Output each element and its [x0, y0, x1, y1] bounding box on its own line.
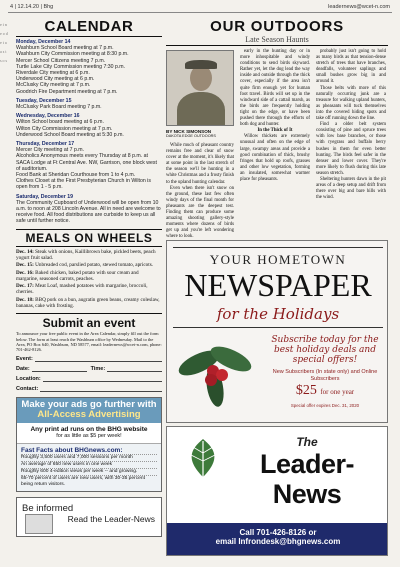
submit-title: Submit an event — [16, 313, 162, 330]
meals-title: MEALS ON WHEELS — [16, 229, 162, 247]
calendar-line: Turtle Lake City Commission meeting 7:30 p.m. — [16, 63, 126, 70]
be-informed-ad — [16, 497, 162, 537]
all-access-ad — [16, 397, 162, 492]
location-label: Location: — [16, 376, 41, 383]
ad-divider — [173, 247, 383, 248]
submit-note: To announce your free public event in the Area Calendar, simply fill out the form below. The form at least reach the Washburn office by Wednesday. Mail to the Area, PO Box 640, Washburn, ND 58577, email: leadernews@wcet-n.com, phone: 701-462-8126. — [16, 331, 162, 352]
fast-facts-title: Fast Facts about BHGnews.com: — [21, 446, 123, 454]
leaf-logo-icon — [177, 435, 229, 481]
be-informed-text: Be informed — [22, 502, 74, 514]
outdoors-title: OUR OUTDOORS — [210, 18, 344, 35]
meals-list — [16, 249, 162, 310]
calendar-date: Thursday, December 17 — [16, 141, 75, 148]
ad-offer: Any print ad runs on the BHG website — [30, 426, 148, 434]
calendar-entry — [16, 113, 162, 138]
meal-text: Unbreaded cod, parslied potato, stewed tomato, apricots. — [35, 262, 154, 269]
byline-name: BY NICK SIMONSON — [166, 129, 212, 134]
price — [267, 383, 383, 399]
contact-field[interactable] — [40, 385, 162, 392]
date-field[interactable] — [32, 365, 87, 372]
event-field[interactable] — [35, 355, 162, 362]
calendar-date: Wednesday, December 16 — [16, 113, 80, 120]
meal-item — [16, 297, 162, 310]
ad-divider — [173, 327, 383, 328]
calendar-line: Washburn School Board meeting at 7 p.m. — [16, 45, 114, 52]
date-label: Date: — [16, 366, 30, 373]
meal-text: Meat Loaf, mashed potatoes with margarine, broccoli, cherries. — [16, 283, 148, 296]
outdoors-column — [166, 18, 388, 265]
calendar-entry — [16, 141, 162, 191]
meal-text: Baked chicken, baked potato with sour cream and margarine, seasoned carrots, peaches. — [16, 269, 139, 282]
event-row — [16, 352, 162, 362]
subscriber-note: New Subscribers (In state only) and Online Subscribers — [272, 369, 378, 382]
fast-fact: 65-70 percent of users are new users, with 30-35 percent being return visitors. — [21, 475, 157, 488]
article-column-3 — [316, 49, 386, 201]
meal-day: Dec. 15: — [16, 262, 34, 269]
brand-name: Leader-News — [259, 449, 355, 509]
price-amount: $25 — [295, 383, 317, 398]
byline-outlet: DAKOTA EDGE OUTDOORS — [166, 134, 216, 139]
contact-bar — [167, 523, 388, 556]
meal-text: BBQ pork on a bun, augratin green beans, creamy coleslaw, bananas, cake with frosting. — [16, 296, 160, 310]
article-paragraph: Willow thickets are extremely unusual and often on the edge of large, swampy areas and provide a good combination of thick, brushy fringes that hold up roofs, grasses and other low vegetation, forming an insulated, somewhat warmer place for pheasants. — [240, 134, 310, 182]
hometown-newspaper-ad — [166, 240, 388, 423]
calendar-line: Riverdale City meeting at 6 p.m. — [16, 70, 90, 77]
calendar-line: The Community Cupboard of Underwood will be open from 10 a.m. to noon at 208 Lincoln Avenue. All in need are welcome to receive food. All food distributions are curbside to keep us all safe until further notice. — [16, 199, 161, 225]
contact-email: email Infrondesk@bhgnews.com — [215, 537, 341, 546]
read-leader-text: Read the Leader-News — [67, 513, 155, 524]
calendar-line: Clothes Closet at the First Presbyterian Church in Wilton is open from 1 - 5 p.m. — [16, 178, 151, 191]
meal-day: Dec. 14: — [16, 248, 34, 255]
holly-icon — [175, 335, 261, 413]
article-paragraph: early in the hunting day or in more inhospitable and windy conditions to send birds skyward. Rather yet, let the dog lead the way inside and outside through the thick cover, especially if the area isn't quite firm enough yet for human foot travel. Birds will set up in the windward side of a cattail marsh, as the birds are frequently holding tight on the edge, or have been pushed there through the efforts of both dog and hunter. — [240, 49, 310, 128]
meal-day: Dec. 16: — [16, 269, 34, 276]
your-hometown-text: YOUR HOMETOWN — [209, 252, 347, 267]
calendar-entry — [16, 39, 162, 95]
ad-offer-price: for as little as $5 per week! — [56, 433, 122, 440]
subscribe-text: Subscribe today for the best holiday deals and special offers! — [271, 335, 379, 365]
all-access-head — [17, 398, 161, 423]
all-access-body — [17, 423, 161, 443]
newspaper-text: NEWSPAPER — [184, 267, 372, 303]
meal-item — [16, 249, 162, 262]
outdoors-subtitle: Late Season Haunts — [166, 35, 388, 46]
meal-day: Dec. 17: — [16, 283, 34, 290]
date-time-row — [16, 362, 162, 372]
price-unit: for one year — [320, 388, 355, 396]
byline — [166, 129, 234, 139]
calendar-line: Food Bank at Sheridan Courthouse from 1 to 4 p.m. — [16, 172, 136, 179]
ad-headline-accent: All-Access Advertising — [37, 409, 141, 421]
calendar-entry — [16, 194, 162, 225]
calendar-line: Underwood School Board meeting at 5:30 p.m. — [16, 131, 124, 138]
meal-item — [16, 270, 162, 283]
article-subhead: In the Thick of It — [257, 128, 293, 134]
time-label: Time: — [90, 366, 106, 373]
calendar-date: Tuesday, December 15 — [16, 97, 72, 104]
calendar-title: CALENDAR — [16, 18, 162, 37]
page-folio: 4 | 12.14.20 | Bhg — [10, 4, 54, 10]
brand-the: The — [296, 435, 318, 449]
margin-text: e i n e o d e t a a s t s o s — [0, 22, 8, 63]
meal-day: Dec. 18: — [16, 296, 34, 303]
meal-item — [16, 262, 162, 268]
article-paragraph: Those belts with more of this naturally occurring junk are a treasure for walking upland hunters, as pheasants will tuck themselves into the covered hiding spots and take off running down the line. — [316, 85, 386, 122]
contact-phone: Call 701-426-8126 or — [239, 528, 317, 537]
calendar-line: Wilton City Commission meeting at 7 p.m. — [16, 125, 113, 132]
author-photo — [166, 50, 234, 126]
calendar-line: Underwood City meeting at 6 p.m. — [16, 76, 95, 83]
calendar-entry — [16, 98, 162, 110]
calendar-line: Mercer School Citizens meeting 7 p.m. — [16, 57, 106, 64]
calendar-date: Monday, December 14 — [16, 39, 71, 45]
calendar-date: Saturday, December 19 — [16, 193, 73, 200]
calendar-line: Wilton School board meeting at 6 p.m. — [16, 119, 104, 126]
article-column-2 — [240, 49, 310, 183]
holidays-text: for the Holidays — [216, 305, 340, 323]
event-label: Event: — [16, 356, 33, 363]
article-paragraph: While much of pheasant country remains free and clear of snow cover at the moment, it's likely that at some point in the last stretch of the season we'll be hunting in a white Christmas and a frosty finish to the upland hunting calendar. — [166, 143, 234, 185]
calendar-list — [16, 39, 162, 225]
time-field[interactable] — [107, 365, 162, 372]
newspaper-icon — [25, 514, 53, 534]
fast-facts — [17, 443, 161, 491]
meal-text: Steak with onions, Kaillibrown bake, pickled beets, peach yogurt fruit salad. — [16, 248, 156, 261]
article-paragraph: Even when there isn't snow on the ground, these last few often windy days of the final month for pheasants are the deepest test. Finding them can produce some amazing shooting gallery-style moments where dozens of birds get up and you're left wondering where to look. — [166, 185, 234, 240]
calendar-line: Alcoholics Anonymous meets every Thursday at 8 p.m. at SACA Lodge at Ft Central Ave. NW, Garrison, one block west of auditorium. — [16, 153, 157, 172]
contact-row — [16, 382, 162, 392]
calendar-line: Mercer City meeting at 7 p.m. — [16, 147, 85, 154]
calendar-line: Washburn City Commission meeting at 8:30 p.m. — [16, 51, 129, 58]
article-paragraph: Find a older belt system consisting of pine and spruce trees with low base branches, or those with ryegrass and buffalo berry bushes in them for even better hunting. The birds feel safer in the denser and lower cover. They're more likely to flush during this late season stretch. — [316, 122, 386, 176]
offer-expiry: Special offer expires Dec. 31, 2020 — [290, 403, 360, 408]
outdoors-body — [166, 49, 388, 265]
fast-fact: An average of 650 new users in one week — [21, 461, 157, 468]
location-field[interactable] — [43, 375, 162, 382]
calendar-line: McClusky City meeting at 7 p.m. — [16, 82, 91, 89]
header-email: leadernews@wcet-n.com — [328, 4, 390, 10]
ad-headline: Make your ads go further with — [21, 399, 157, 411]
leader-news-ad — [166, 426, 388, 556]
fast-fact: Roughly 3,500 users and 7,000 sessions per month — [21, 454, 157, 461]
fast-fact: Roughly 600 4-edition views per week -- and growing. — [21, 468, 157, 475]
calendar-line: McClusky Park Board meeting 7 p.m. — [16, 104, 102, 111]
calendar-line: Goodrich Fire Department meeting at 7 p.m. — [16, 88, 118, 95]
leader-news-brand — [231, 435, 383, 509]
article-paragraph: probably just isn't going to hold as many birds as that tension-dense stretch of trees that have branches, deadfalls, volunteer saplings and small bushes grow big in and around it. — [316, 49, 386, 85]
contact-label: Contact: — [16, 386, 39, 393]
article-column-1 — [166, 143, 234, 241]
meal-item — [16, 283, 162, 296]
left-column — [16, 18, 162, 537]
location-row — [16, 372, 162, 382]
page-header — [8, 3, 392, 13]
article-paragraph: Sheltering hunters dawn in the pit areas of a deep setup and drift from there over big and bare hills with the wind. — [316, 176, 386, 201]
